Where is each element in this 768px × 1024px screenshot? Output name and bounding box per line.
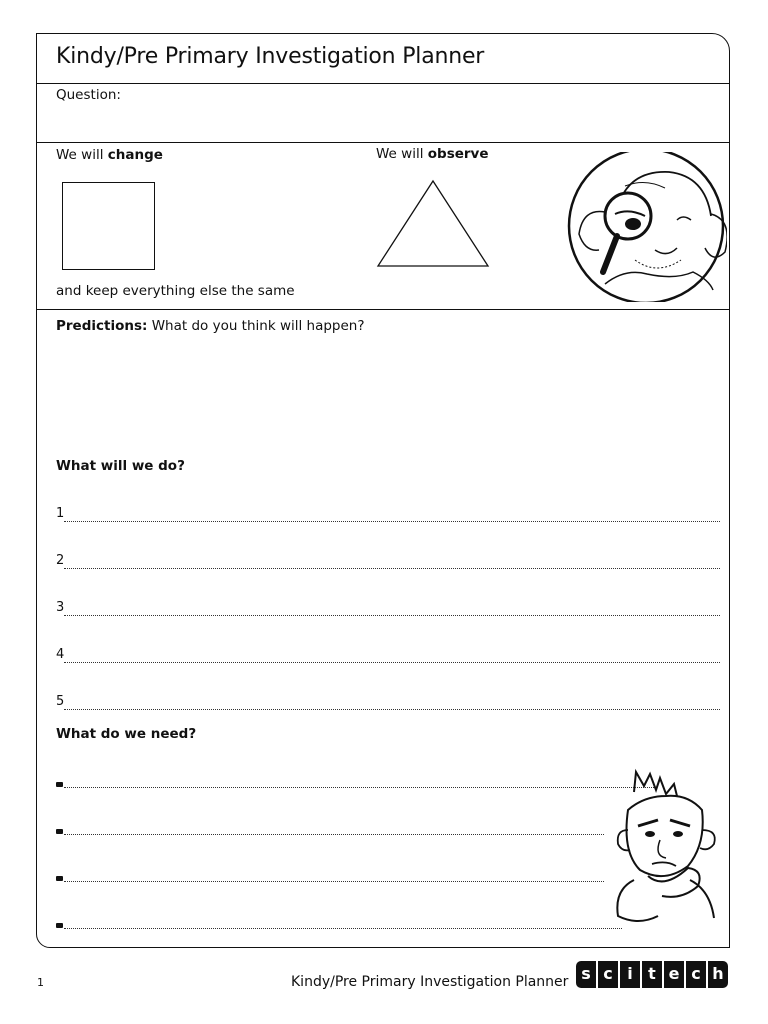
bullet-icon	[56, 782, 63, 787]
predictions-heading: Predictions:	[56, 318, 148, 334]
observe-triangle-box[interactable]	[376, 178, 490, 270]
step-number: 2	[56, 553, 65, 568]
predictions-label	[56, 318, 365, 334]
logo-letter: i	[620, 961, 640, 988]
material-line[interactable]	[56, 825, 604, 835]
divider	[37, 83, 729, 84]
girl-magnifier-illustration	[565, 152, 727, 302]
page-title: Kindy/Pre Primary Investigation Planner	[56, 44, 485, 69]
logo-letter: t	[642, 961, 662, 988]
change-prefix: We will	[56, 147, 108, 163]
step-line[interactable]	[56, 506, 720, 522]
material-line[interactable]	[56, 872, 604, 882]
material-line[interactable]	[56, 778, 656, 788]
observe-word: observe	[427, 146, 489, 162]
page-number: 1	[37, 976, 44, 989]
change-label	[56, 147, 163, 163]
step-number: 1	[56, 506, 65, 521]
logo-letter: c	[686, 961, 706, 988]
logo-letter: e	[664, 961, 684, 988]
question-label: Question:	[56, 87, 121, 103]
logo-letter: s	[576, 961, 596, 988]
step-line[interactable]	[56, 553, 720, 569]
what-will-we-do-heading: What will we do?	[56, 458, 185, 474]
scitech-logo	[576, 961, 728, 988]
step-number: 3	[56, 600, 65, 615]
step-number: 4	[56, 647, 65, 662]
step-line[interactable]	[56, 647, 720, 663]
material-line[interactable]	[56, 919, 622, 929]
thinking-boy-illustration	[578, 740, 726, 928]
step-number: 5	[56, 694, 65, 709]
footer-title: Kindy/Pre Primary Investigation Planner	[291, 974, 569, 990]
predictions-prompt: What do you think will happen?	[147, 318, 365, 334]
bullet-icon	[56, 923, 63, 928]
divider	[37, 142, 729, 143]
logo-letter: c	[598, 961, 618, 988]
logo-letter: h	[708, 961, 728, 988]
step-line[interactable]	[56, 694, 720, 710]
change-square-box[interactable]	[62, 182, 155, 270]
step-line[interactable]	[56, 600, 720, 616]
observe-prefix: We will	[376, 146, 428, 162]
what-do-we-need-heading: What do we need?	[56, 726, 197, 742]
divider	[37, 309, 729, 310]
change-word: change	[107, 147, 163, 163]
bullet-icon	[56, 829, 63, 834]
bullet-icon	[56, 876, 63, 881]
keep-same-text: and keep everything else the same	[56, 283, 295, 299]
observe-label	[376, 146, 489, 162]
